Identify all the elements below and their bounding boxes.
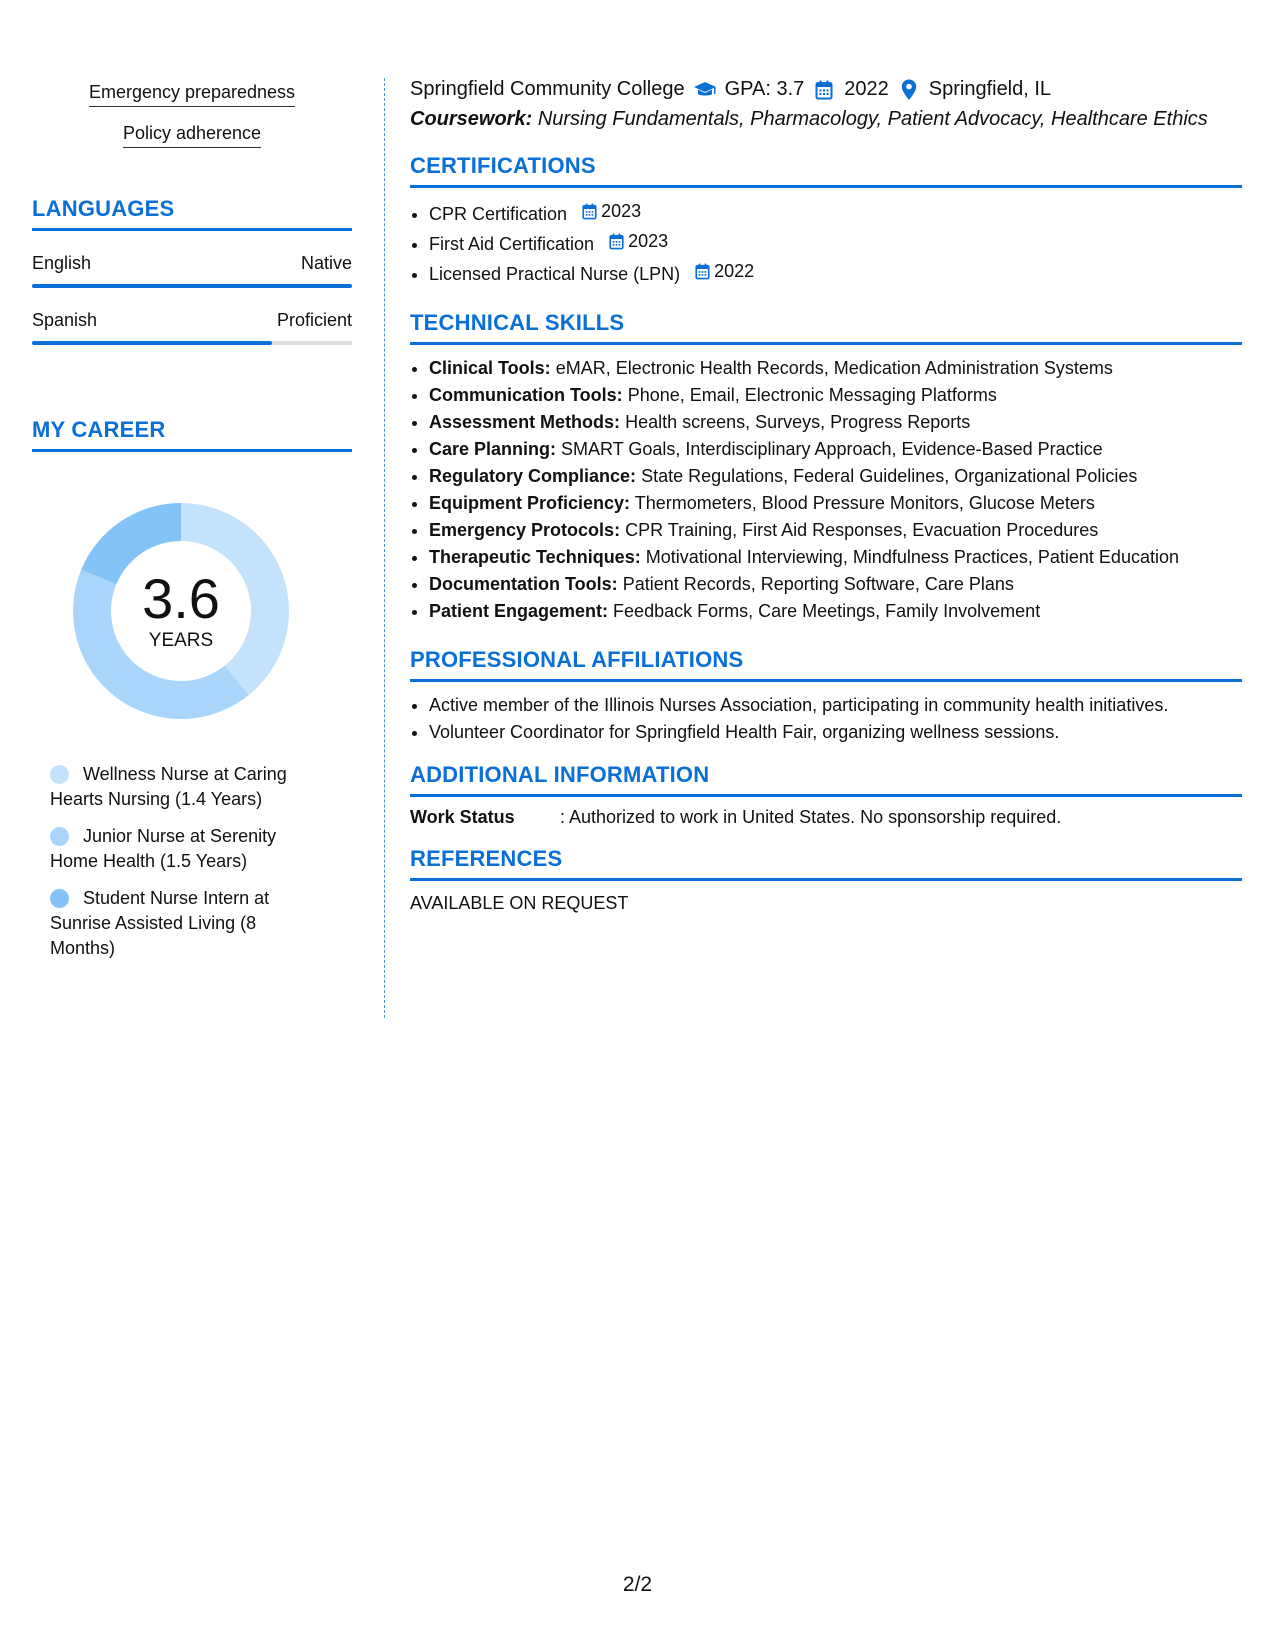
list-item bbox=[429, 571, 1242, 598]
skill-label: Documentation Tools: bbox=[429, 574, 618, 594]
list-item bbox=[429, 382, 1242, 409]
affiliations-list bbox=[410, 692, 1242, 746]
strength-label: Emergency preparedness bbox=[89, 82, 295, 107]
language-name: Spanish bbox=[32, 310, 98, 330]
career-legend-label: Wellness Nurse at Caring Hearts Nursing (1.4 Years) bbox=[50, 764, 287, 809]
skill-label: Care Planning: bbox=[429, 439, 557, 459]
skills-list bbox=[410, 355, 1242, 625]
legend-dot-icon bbox=[50, 827, 69, 846]
skill-label: Equipment Proficiency: bbox=[429, 493, 631, 513]
cert-year: 2023 bbox=[601, 201, 642, 221]
affiliations-title: PROFESSIONAL AFFILIATIONS bbox=[410, 647, 1242, 682]
skill-value: SMART Goals, Interdisciplinary Approach, Evidence-Based Practice bbox=[561, 439, 1103, 459]
language-bar-fill bbox=[32, 284, 352, 288]
calendar-icon bbox=[695, 263, 710, 280]
list-item bbox=[429, 228, 1242, 258]
coursework-list: Nursing Fundamentals, Pharmacology, Patient Advocacy, Healthcare Ethics bbox=[537, 108, 1208, 130]
calendar-icon bbox=[812, 79, 836, 101]
graduation-cap-icon bbox=[693, 79, 717, 101]
skills-title: TECHNICAL SKILLS bbox=[410, 310, 1242, 345]
legend-dot-icon bbox=[50, 889, 69, 908]
school-location: Springfield, IL bbox=[928, 78, 1052, 100]
languages-title: LANGUAGES bbox=[32, 196, 352, 231]
career-legend-item bbox=[50, 886, 300, 961]
list-item bbox=[429, 598, 1242, 625]
language-name: English bbox=[32, 253, 92, 273]
additional-info-section bbox=[410, 762, 1242, 828]
list-item bbox=[429, 463, 1242, 490]
career-legend bbox=[50, 762, 352, 961]
skill-value: CPR Training, First Aid Responses, Evacuation Procedures bbox=[625, 520, 1099, 540]
work-status-row bbox=[410, 807, 1242, 828]
skill-label: Therapeutic Techniques: bbox=[429, 547, 641, 567]
list-item bbox=[429, 355, 1242, 382]
career-legend-label: Student Nurse Intern at Sunrise Assisted Living (8 Months) bbox=[50, 888, 270, 958]
left-column bbox=[32, 82, 352, 973]
additional-info-title: ADDITIONAL INFORMATION bbox=[410, 762, 1242, 797]
skill-label: Regulatory Compliance: bbox=[429, 466, 637, 486]
language-bar bbox=[32, 284, 352, 288]
strength-item bbox=[32, 123, 352, 148]
skill-label: Clinical Tools: bbox=[429, 358, 551, 378]
calendar-icon bbox=[582, 203, 597, 220]
list-item bbox=[429, 436, 1242, 463]
gpa: GPA: 3.7 bbox=[724, 78, 805, 100]
career-total-unit: YEARS bbox=[148, 630, 214, 651]
language-level: Proficient bbox=[276, 310, 352, 330]
skill-value: Health screens, Surveys, Progress Reports bbox=[625, 412, 971, 432]
certifications-title: CERTIFICATIONS bbox=[410, 153, 1242, 188]
skill-label: Communication Tools: bbox=[429, 385, 623, 405]
certifications-section bbox=[410, 153, 1242, 288]
skills-section bbox=[410, 310, 1242, 625]
affiliations-section bbox=[410, 647, 1242, 746]
skill-label: Patient Engagement: bbox=[429, 601, 609, 621]
language-item bbox=[32, 310, 352, 345]
references-value: AVAILABLE ON REQUEST bbox=[410, 893, 629, 913]
skill-value: State Regulations, Federal Guidelines, Organizational Policies bbox=[641, 466, 1138, 486]
list-item: • Volunteer Coordinator for Springfield Health Fair, organizing wellness sessions. bbox=[429, 719, 1242, 746]
skill-value: Patient Records, Reporting Software, Care Plans bbox=[622, 574, 1014, 594]
location-pin-icon bbox=[897, 79, 921, 101]
career-title: MY CAREER bbox=[32, 417, 352, 452]
list-item bbox=[429, 544, 1242, 571]
cert-name: Licensed Practical Nurse (LPN) bbox=[429, 264, 681, 284]
cert-year: 2023 bbox=[628, 231, 669, 251]
list-item: • Active member of the Illinois Nurses Association, participating in community health initiatives. bbox=[429, 692, 1242, 719]
coursework-label: Coursework: bbox=[410, 108, 533, 130]
legend-dot-icon bbox=[50, 765, 69, 784]
career-legend-label: Junior Nurse at Serenity Home Health (1.5 Years) bbox=[50, 826, 277, 871]
graduation-year: 2022 bbox=[844, 78, 889, 100]
certifications-list bbox=[410, 198, 1242, 288]
cert-year: 2022 bbox=[714, 261, 755, 281]
page-number: 2/2 bbox=[622, 1573, 653, 1596]
skill-value: Feedback Forms, Care Meetings, Family Involvement bbox=[613, 601, 1041, 621]
career-legend-item bbox=[50, 762, 300, 812]
list-item bbox=[429, 490, 1242, 517]
career-total-years: 3.6 bbox=[142, 567, 220, 630]
education-line bbox=[410, 78, 1242, 101]
list-item bbox=[429, 198, 1242, 228]
list-item bbox=[429, 517, 1242, 544]
skill-value: eMAR, Electronic Health Records, Medication Administration Systems bbox=[555, 358, 1113, 378]
career-legend-item bbox=[50, 824, 300, 874]
cert-name: First Aid Certification bbox=[429, 234, 595, 254]
skill-value: Thermometers, Blood Pressure Monitors, Glucose Meters bbox=[634, 493, 1095, 513]
language-bar-fill bbox=[32, 341, 272, 345]
calendar-icon bbox=[609, 233, 624, 250]
language-level: Native bbox=[300, 253, 352, 273]
references-title: REFERENCES bbox=[410, 846, 1242, 881]
work-status-label: Work Status bbox=[410, 807, 515, 827]
strength-label: Policy adherence bbox=[123, 123, 261, 148]
cert-name: CPR Certification bbox=[429, 204, 568, 224]
skill-value: Motivational Interviewing, Mindfulness Practices, Patient Education bbox=[645, 547, 1179, 567]
column-divider bbox=[384, 78, 385, 1018]
list-item bbox=[429, 258, 1242, 288]
coursework bbox=[410, 108, 1242, 131]
language-item bbox=[32, 253, 352, 288]
right-column bbox=[410, 78, 1242, 914]
school-name: Springfield Community College bbox=[410, 78, 685, 100]
references-section bbox=[410, 846, 1242, 914]
strength-item bbox=[32, 82, 352, 107]
skill-label: Assessment Methods: bbox=[429, 412, 621, 432]
work-status-value: : Authorized to work in United States. No sponsorship required. bbox=[560, 807, 1062, 827]
list-item bbox=[429, 409, 1242, 436]
skill-value: Phone, Email, Electronic Messaging Platforms bbox=[627, 385, 997, 405]
language-bar bbox=[32, 341, 352, 345]
career-donut-chart bbox=[66, 496, 296, 726]
skill-label: Emergency Protocols: bbox=[429, 520, 621, 540]
